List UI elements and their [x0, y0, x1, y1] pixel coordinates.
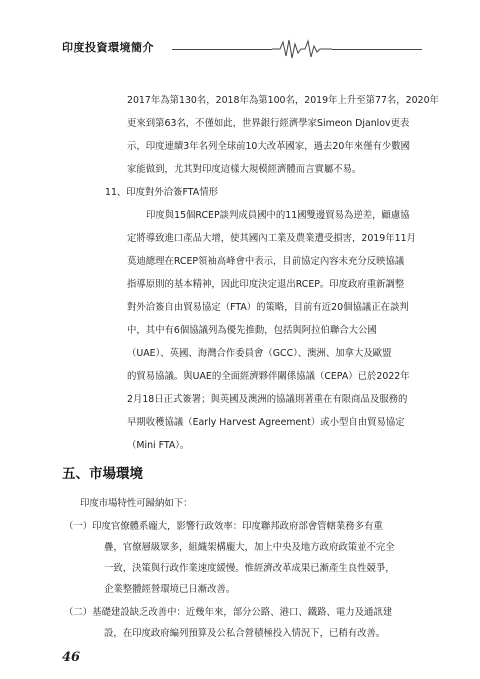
paragraph-line: 印度與15個RCEP談判成員國中的11國雙邊貿易為逆差，顧慮協 — [146, 210, 410, 221]
paragraph-line: 家能做到，尤其對印度這樣大規模經濟體而言實屬不易。 — [127, 164, 362, 175]
list-item-line: 設，在印度政府編列預算及公私合營積極投入情況下，已稍有改善。 — [104, 628, 386, 639]
page-number: 46 — [62, 650, 81, 665]
paragraph-line: 示，印度連續3年名列全球前10大改革國家，過去20年來僅有少數國 — [127, 141, 410, 152]
paragraph-line: （UAE）、英國、海灣合作委員會（GCC）、澳洲、加拿大及歐盟 — [127, 348, 392, 359]
paragraph-line: 莫迪總理在RCEP領袖高峰會中表示，目前協定內容未充分反映協議 — [127, 256, 405, 267]
heartbeat-wave-icon — [272, 38, 332, 60]
list-item-line: 一致，決策與行政作業速度緩慢。惟經濟改革成果已漸產生良性競爭， — [104, 563, 395, 574]
list-item-line: （二）基礎建設缺乏改善中：近幾年來，部分公路、港口、鐵路、電力及通訊建 — [64, 607, 393, 618]
paragraph-line: 更來到第63名，不僅如此，世界銀行經濟學家Simeon Djanlov更表 — [127, 118, 410, 129]
paragraph-line: （Mini FTA）。 — [127, 440, 190, 451]
list-item-line: 疊，官僚層級眾多，組織架構龐大，加上中央及地方政府政策並不完全 — [104, 542, 395, 553]
paragraph-line: 的貿易協議。與UAE的全面經濟夥伴關係協議（CEPA）已於2022年 — [127, 371, 410, 382]
item-11-title: 11、印度對外洽簽FTA情形 — [105, 187, 218, 198]
section-heading: 五、市場環境 — [62, 466, 143, 482]
paragraph-line: 指導原則的基本精神，因此印度決定退出RCEP。印度政府重新調整 — [127, 279, 405, 290]
paragraph-line: 2月18日正式簽署；與英國及澳洲的協議則著重在有限商品及服務的 — [127, 394, 408, 405]
running-header — [62, 36, 422, 62]
list-item-line: （一）印度官僚體系龐大，影響行政效率：印度聯邦政府部會管轄業務多有重 — [64, 521, 383, 532]
paragraph-line: 早期收穫協議（Early Harvest Agreement）或小型自由貿易協定 — [127, 417, 405, 428]
list-item-line: 企業整體經營環境已日漸改善。 — [104, 584, 236, 595]
header-title: 印度投資環境簡介 — [62, 41, 154, 54]
section-intro: 印度市場特性可歸納如下： — [80, 498, 193, 509]
paragraph-line: 對外洽簽自由貿易協定（FTA）的策略，目前有近20個協議正在談判 — [127, 302, 409, 313]
paragraph-line: 定將導致進口產品大增，使其國內工業及農業遭受損害，2019年11月 — [127, 233, 416, 244]
paragraph-line: 中，其中有6個協議列為優先推動，包括與阿拉伯聯合大公國 — [127, 325, 377, 336]
paragraph-line: 2017年為第130名，2018年為第100名，2019年上升至第77名，2020年 — [127, 95, 439, 106]
